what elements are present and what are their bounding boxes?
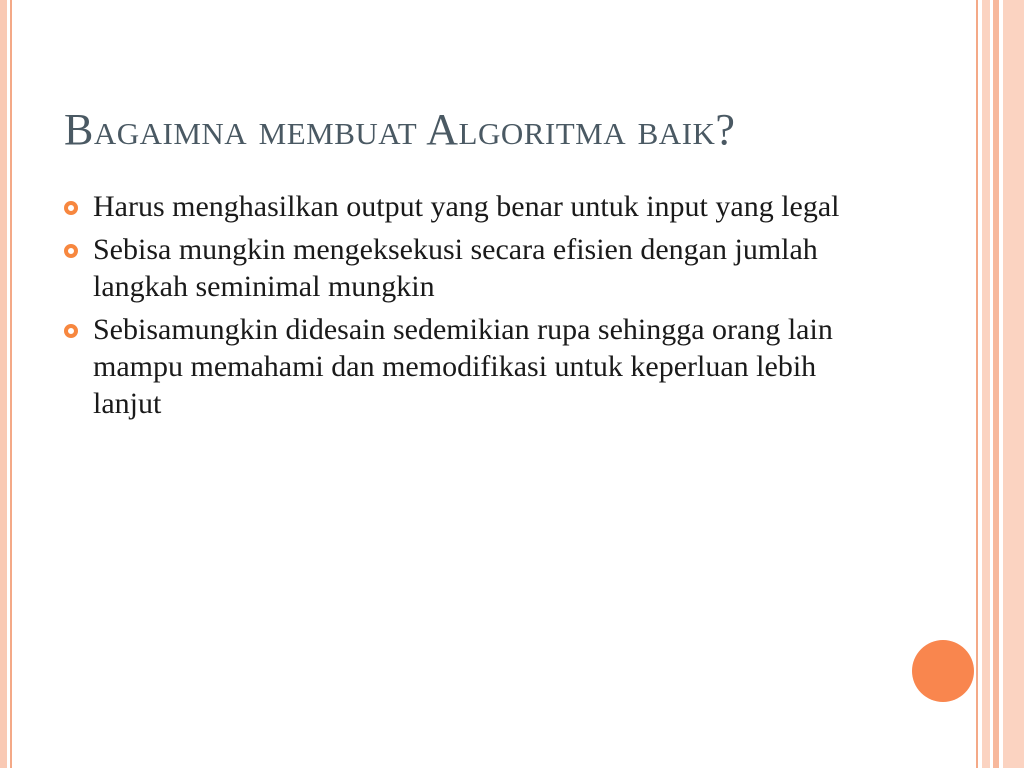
ring-bullet-icon — [64, 244, 78, 258]
bullet-list — [64, 188, 864, 428]
right-border-stripe — [993, 0, 999, 768]
ring-bullet-icon — [64, 201, 78, 215]
orange-circle-icon — [912, 640, 974, 702]
bullet-item — [64, 311, 864, 422]
bullet-item — [64, 188, 864, 225]
ring-bullet-icon — [64, 324, 78, 338]
bullet-text: Sebisamungkin didesain sedemikian rupa sehingga orang lain mampu memahami dan memodifikasi untuk keperluan lebih lanjut — [93, 313, 833, 420]
left-border-stripe — [0, 0, 7, 768]
bullet-text: Harus menghasilkan output yang benar untuk input yang legal — [93, 190, 840, 223]
slide-title: Bagaimna membuat Algoritma baik? — [64, 105, 736, 154]
right-border-stripe — [1003, 0, 1024, 768]
right-border-line — [976, 0, 978, 768]
left-border-line — [10, 0, 12, 768]
bullet-item — [64, 231, 864, 305]
bullet-text: Sebisa mungkin mengeksekusi secara efisien dengan jumlah langkah seminimal mungkin — [93, 233, 818, 303]
right-border-stripe — [982, 0, 990, 768]
